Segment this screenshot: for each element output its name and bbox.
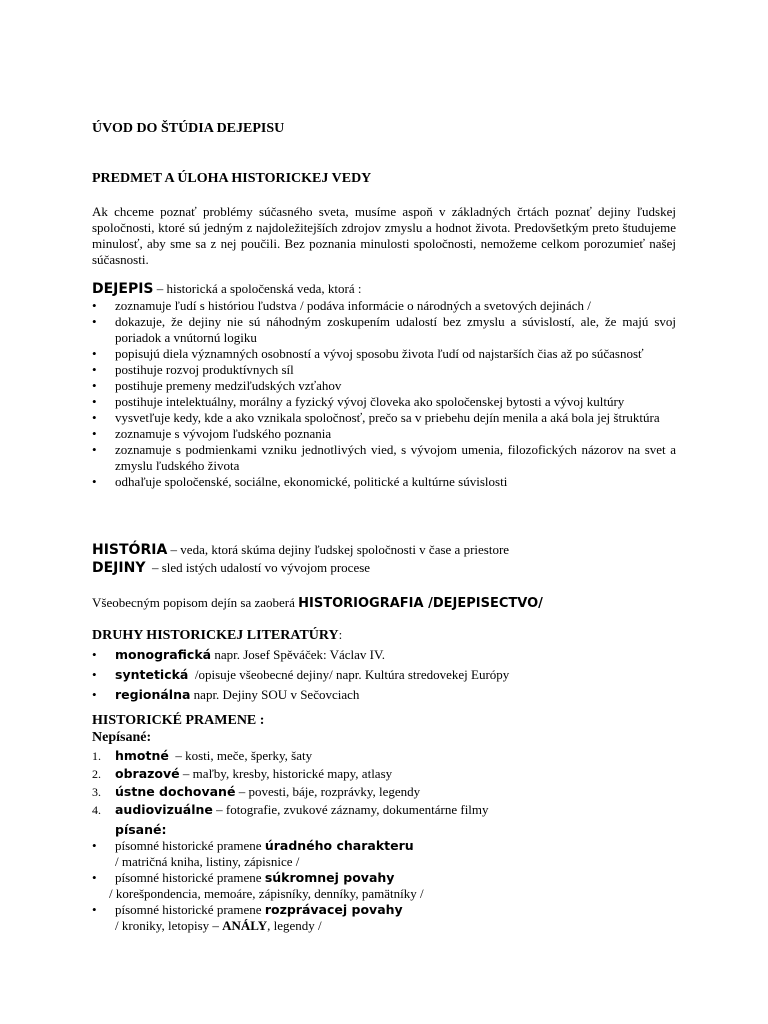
druhy-list [92,645,676,705]
list-item: • zoznamuje s podmienkami vzniku jednotlivých vied, s vývojom umenia, filozofických názorov na svet a zmyslu ľudského života [92,442,676,474]
list-item: • postihuje rozvoj produktívnych síl [92,362,676,378]
list-item: • odhaľuje spoločenské, sociálne, ekonomické, politické a kultúrne súvislosti [92,474,676,490]
dejepis-definition [92,281,676,297]
list-item: 3. ústne dochované – povesti, báje, rozprávky, legendy [92,784,421,799]
list-item: 4. audiovizuálne – fotografie, zvukové záznamy, dokumentárne filmy [92,802,489,817]
list-item: 2. obrazové – maľby, kresby, historické mapy, atlasy [92,766,393,781]
historiografia-prefix: Všeobecným popisom dejín sa zaoberá [92,595,299,610]
intro-paragraph: Ak chceme poznať problémy súčasného sveta, musíme aspoň v základných črtách poznať dejiny ľudskej spoločnosti, ktoré sú jedným z najdoležitejších zdrojov zmyslu a hodnot života. Predovšetkým preto študujeme minulosť, aby sme sa z nej poučili. Bez poznania minulosti spoločnosti, nemožeme celkom porozumieť našej súčasnosti. [92,204,676,267]
dejiny-def: – sled istých udalostí vo vývojom procese [145,560,371,575]
list-item: • písomné historické pramene súkromnej povahy / korešpondencia, memoáre, zápisníky, denníky, pamätníky / [92,870,676,902]
historiografia-line [92,595,676,612]
section-heading-predmet: PREDMET A ÚLOHA HISTORICKEJ VEDY [92,171,372,186]
dejepis-def: – historická a spoločenská veda, ktorá : [153,281,362,296]
list-item: • popisujú diela významných osobností a vývoj sposobu života ľudí od najstarších čias až po súčasnosť [92,346,676,362]
druhy-term: syntetická [115,667,189,682]
dejiny-definition [92,560,676,576]
list-item: • zoznamuje ľudí s históriou ľudstva / podáva informácie o národných a svetových dejinách / [92,298,676,314]
list-item: • písomné historické pramene úradného charakteru / matričná kniha, listiny, zápisnice / [92,838,676,870]
list-item: • postihuje intelektuálny, morálny a fyzický vývoj človeka ako spoločenskej bytosti a vývoj kultúry [92,394,676,410]
list-item: 1. hmotné – kosti, meče, šperky, šaty [92,748,313,763]
druhy-colon: : [338,627,343,642]
druhy-text: napr. Josef Spěváček: Václav IV. [211,647,385,662]
druhy-heading [92,627,676,644]
dejiny-term: DEJINY [92,560,146,576]
historiografia-term: HISTORIOGRAFIA /DEJEPISECTVO/ [298,596,543,611]
historia-def: – veda, ktorá skúma dejiny ľudskej spoločnosti v čase a priestore [167,542,510,557]
list-item [92,685,676,705]
druhy-text: napr. Dejiny SOU v Sečovciach [190,687,360,702]
pisane-label: písané: [115,822,167,837]
list-item: • postihuje premeny medziľudských vzťahov [92,378,676,394]
nepisane-list [92,747,676,819]
dejepis-term: DEJEPIS [92,281,154,297]
druhy-term: regionálna [115,687,191,702]
list-item [92,645,676,665]
list-item: • písomné historické pramene rozprávacej povahy / kroniky, letopisy – ANÁLY, legendy / [92,902,676,934]
list-item: • vysvetľuje kedy, kde a ako vznikala spoločnosť, prečo sa v priebehu dejín menila a aká bola jej štruktúra [92,410,676,426]
druhy-title: DRUHY HISTORICKEJ LITERATÚRY [92,628,339,643]
historia-term: HISTÓRIA [92,542,168,558]
historia-definition [92,542,676,558]
pramene-heading: HISTORICKÉ PRAMENE : [92,713,265,728]
document-title: ÚVOD DO ŠTÚDIA DEJEPISU [92,121,285,136]
list-item: • dokazuje, že dejiny nie sú náhodným zoskupením udalostí bez zmyslu a súvislostí, ale, že majú svoj poriadok a vnútornú logiku [92,314,676,346]
dejepis-list [92,298,676,490]
list-item: • zoznamuje s vývojom ľudského poznania [92,426,676,442]
nepisane-label: Nepísané: [92,730,152,745]
druhy-term: monografická [115,647,212,662]
list-item [92,665,676,685]
druhy-text: /opisuje všeobecné dejiny/ napr. Kultúra stredovekej Európy [188,667,510,682]
pisane-list [92,838,676,934]
